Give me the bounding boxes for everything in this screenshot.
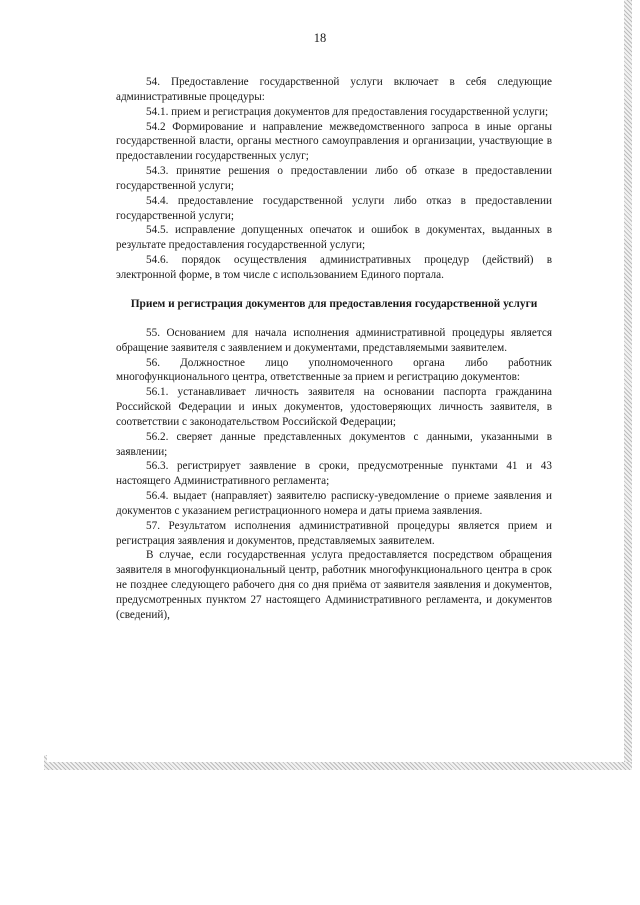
- paragraph-54-4: 54.4. предоставление государственной услуги либо отказ в предоставлении государственной услуги;: [116, 194, 552, 222]
- document-body: [116, 75, 552, 623]
- paragraph-56-3: 56.3. регистрирует заявление в сроки, предусмотренные пунктами 41 и 43 настоящего Административного регламента;: [116, 460, 552, 488]
- paragraph-54-2: 54.2 Формирование и направление межведомственного запроса в иные органы государственной власти, органы местного самоуправления и организации, участвующие в предоставлении государственных услуг;: [116, 120, 552, 163]
- scan-border-right: [624, 0, 632, 770]
- paragraph-54-6: 54.6. порядок осуществления административных процедур (действий) в электронной форме, в том числе с использованием Единого портала.: [116, 254, 552, 281]
- paragraph-54-1: 54.1. прием и регистрация документов для предоставления государственной услуги;: [146, 105, 549, 118]
- paragraph-57: 57. Результатом исполнения административной процедуры является прием и регистрация заявления и документов, представляемых заявителем.: [116, 519, 552, 547]
- paragraph-55: 55. Основанием для начала исполнения административной процедуры является обращение заявителя с заявлением и документами, представляемыми заявителем.: [116, 326, 552, 354]
- paragraph-56-1: 56.1. устанавливает личность заявителя на основании паспорта гражданина Российской Федерации и иных документов, удостоверяющих личность заявителя, в соответствии с законодательством Российской Федерации;: [116, 386, 552, 428]
- scan-border-bottom: [44, 762, 632, 770]
- paragraph-mfc-case: В случае, если государственная услуга предоставляется посредством обращения заявителя в многофункциональный центр, работник многофункционального центра в срок не позднее следующего рабочего дня со дня приёма от заявителя заявления и документов, предусмотренных пунктом 27 настоящего Административного регламента, и документов (сведений),: [116, 549, 552, 621]
- paragraph-56: 56. Должностное лицо уполномоченного органа либо работник многофункционального центра, ответственные за прием и регистрацию документов:: [116, 356, 552, 384]
- page-number: 18: [313, 31, 327, 45]
- paragraph-54-3: 54.3. принятие решения о предоставлении либо об отказе в предоставлении государственной услуги;: [116, 165, 552, 192]
- paragraph-56-2: 56.2. сверяет данные представленных документов с данными, указанными в заявлении;: [116, 430, 552, 458]
- paragraph-54-5: 54.5. исправление допущенных опечаток и ошибок в документах, выданных в результате предоставления государственной услуги;: [116, 224, 552, 252]
- section-heading: Прием и регистрация документов для предоставления государственной услуги: [130, 297, 538, 310]
- paragraph-56-4: 56.4. выдает (направляет) заявителю расписку-уведомление о приеме заявления и документов с указанием регистрационного номера и даты приема заявления.: [116, 490, 552, 517]
- paragraph-54: 54. Предоставление государственной услуги включает в себя следующие административные процедуры:: [116, 76, 552, 103]
